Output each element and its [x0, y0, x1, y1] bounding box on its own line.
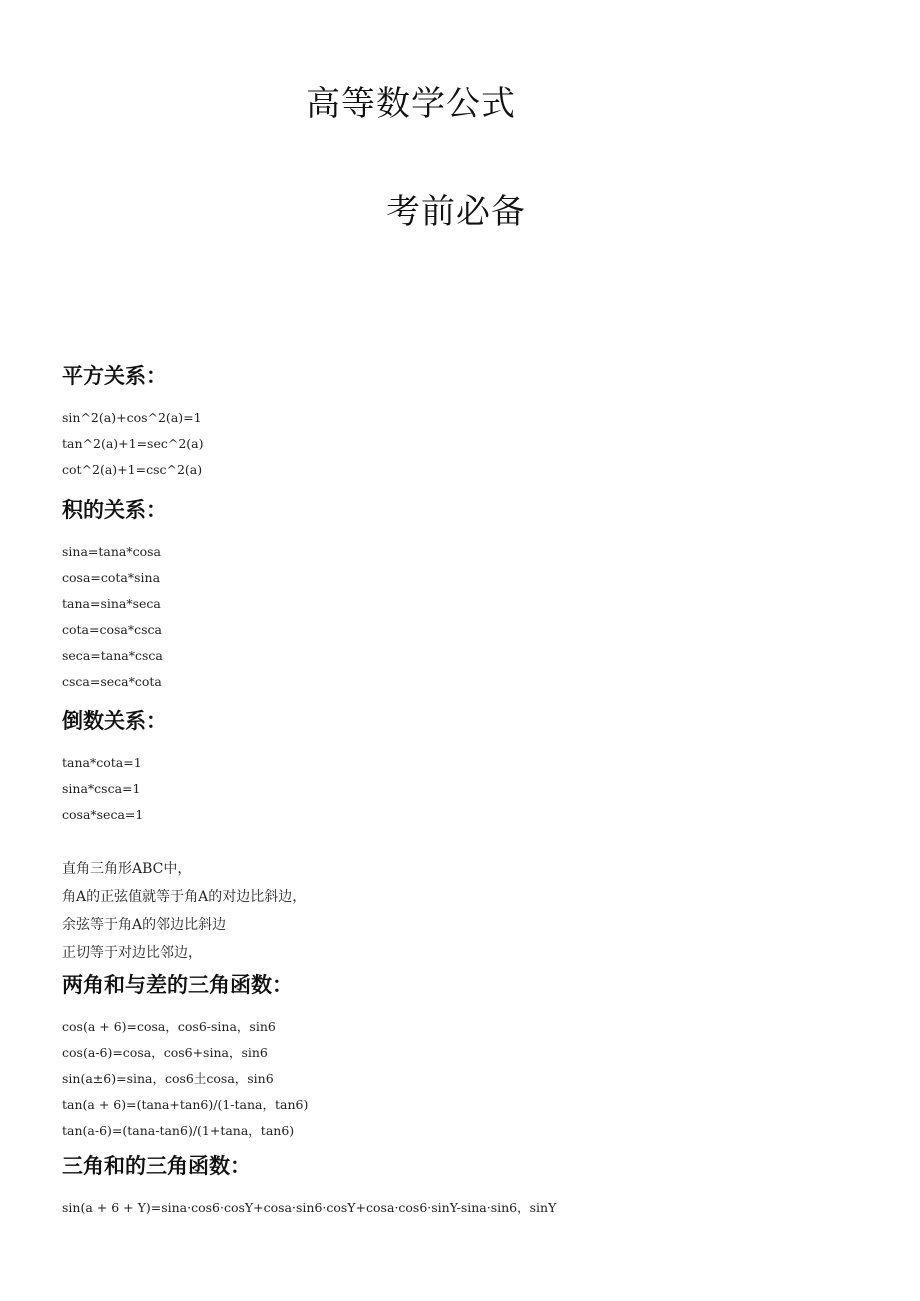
formula-line: cota=cosa*csca: [62, 622, 162, 637]
formula-line: tana*cota=1: [62, 755, 142, 770]
formula-line: cos(a + 6)=cosa，cos6-sina，sin6: [62, 1019, 276, 1034]
section-product-relations: [62, 495, 167, 695]
section-square-relations: [62, 361, 204, 483]
section-right-triangle-note: [62, 855, 306, 967]
formula-line: sin^2(a)+cos^2(a)=1: [62, 410, 202, 425]
formula-line: sin(a±6)=sina，cos6土cosa，sin6: [62, 1071, 274, 1086]
formula-line: sina*csca=1: [62, 781, 141, 796]
note-line: 角A的正弦值就等于角A的对边比斜边，: [62, 889, 307, 905]
formula-line: cot^2(a)+1=csc^2(a): [62, 462, 203, 477]
formula-line: seca=tana*csca: [62, 648, 163, 663]
section-reciprocal-relations: [62, 706, 167, 828]
formula-line: tan^2(a)+1=sec^2(a): [62, 436, 204, 451]
page-subtitle: 考前必备: [386, 192, 526, 232]
section-heading: 积的关系：: [62, 498, 167, 522]
formula-line: cosa=cota*sina: [62, 570, 161, 585]
section-heading: 三角和的三角函数：: [62, 1154, 251, 1178]
section-triple-sum: [62, 1151, 556, 1221]
formula-line: tan(a + 6)=(tana+tan6)/(1-tana，tan6): [62, 1097, 309, 1112]
formula-line: csca=seca*cota: [62, 674, 162, 689]
section-sum-difference: [62, 970, 308, 1144]
formula-line: tan(a-6)=(tana-tan6)/(1+tana，tan6): [62, 1123, 295, 1138]
section-heading: 两角和与差的三角函数：: [62, 973, 293, 997]
note-line: 正切等于对边比邻边，: [62, 945, 202, 961]
note-line: 直角三角形ABC中，: [62, 861, 192, 877]
formula-line: sina=tana*cosa: [62, 544, 162, 559]
formula-line: sin(a + 6 + Y)=sina·cos6·cosY+cosa·sin6·cosY+cosa·cos6·sinY-sina·sin6，sinY: [62, 1200, 557, 1215]
formula-line: cos(a-6)=cosa，cos6+sina，sin6: [62, 1045, 268, 1060]
formula-line: cosa*seca=1: [62, 807, 144, 822]
formula-line: tana=sina*seca: [62, 596, 161, 611]
section-heading: 倒数关系：: [62, 709, 167, 733]
page-title: 高等数学公式: [306, 84, 516, 124]
section-heading: 平方关系：: [62, 364, 167, 388]
note-line: 余弦等于角A的邻边比斜边: [62, 917, 227, 933]
